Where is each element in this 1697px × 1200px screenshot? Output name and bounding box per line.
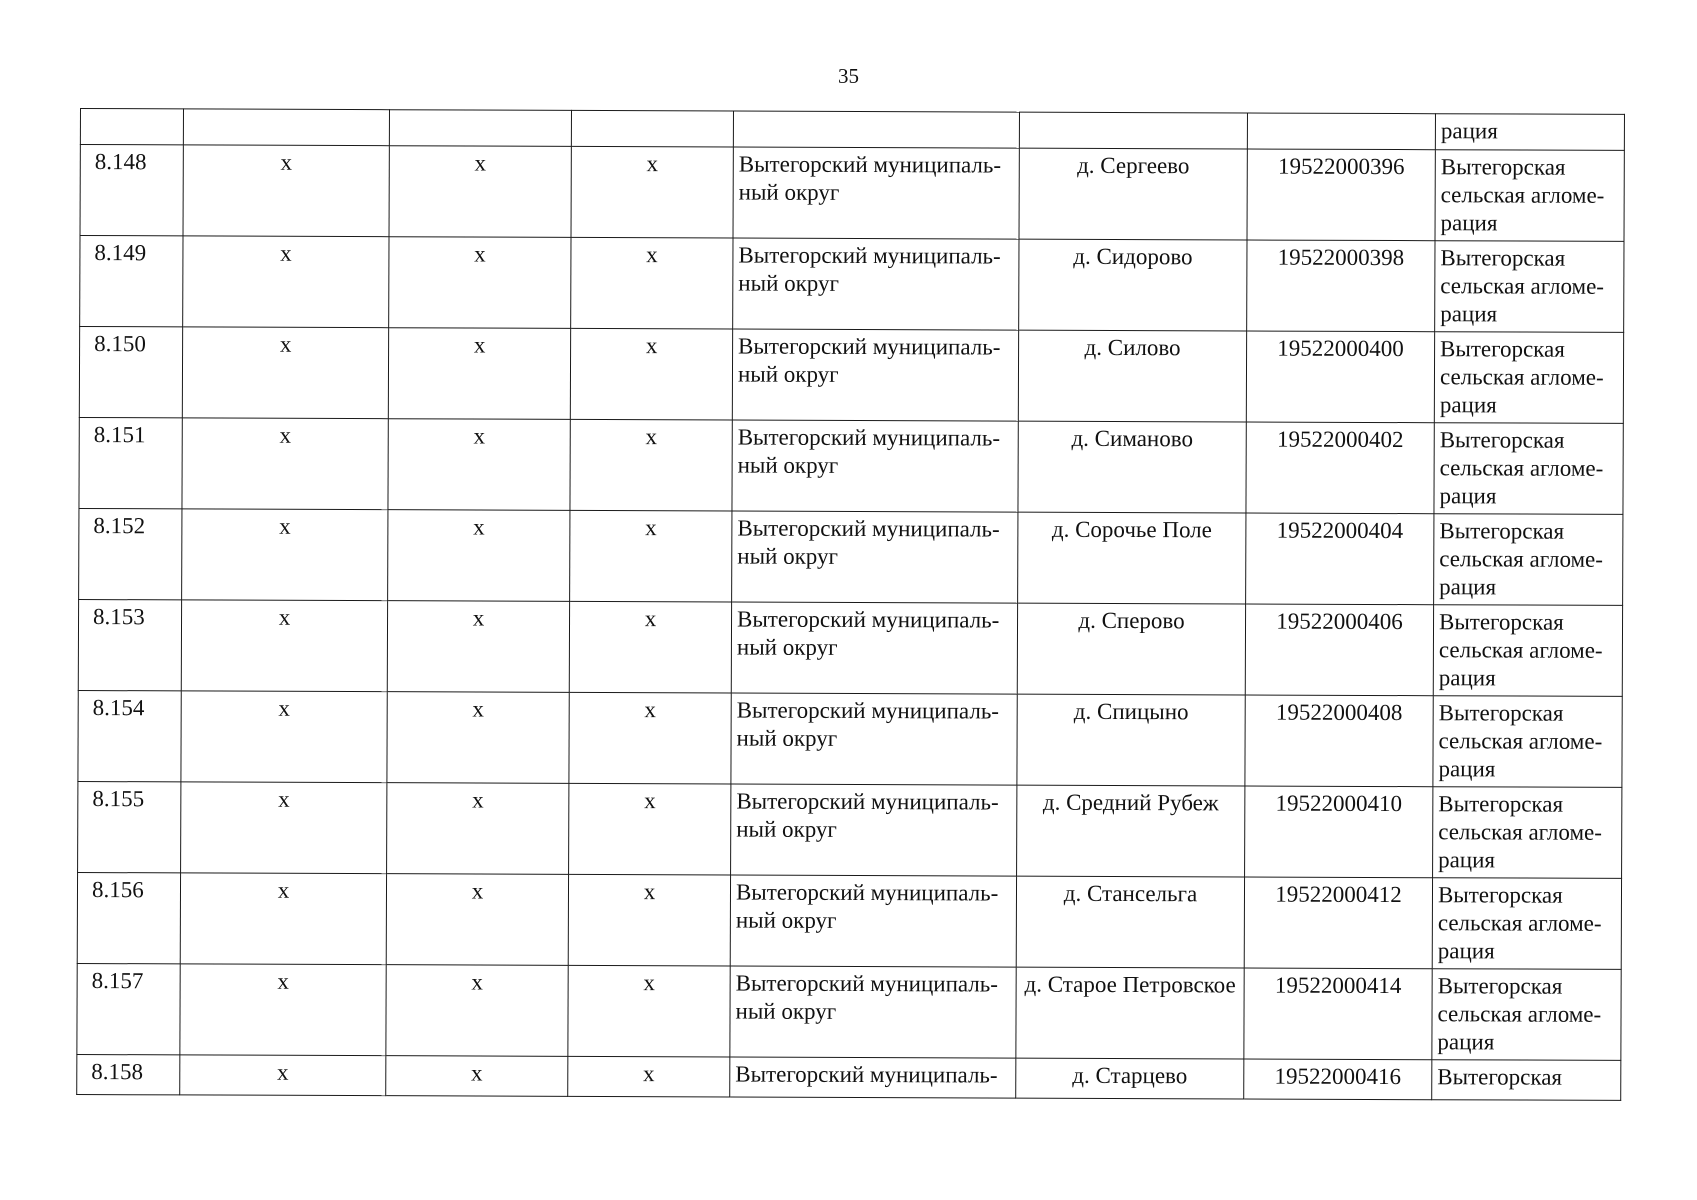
cell-num: 8.151 [79,417,182,508]
cell-settlement: д. Старцево [1016,1058,1244,1099]
cell-settlement: д. Спицыно [1017,694,1245,786]
table-row [79,417,1623,514]
cell-code: 19522000406 [1245,604,1433,696]
cell-agglomeration: Вытегорская сельская агломе-рация [1432,878,1621,970]
cell-district: Вытегорский муниципаль-ный округ [733,147,1019,239]
cell-num: 8.148 [80,145,183,236]
cell-district: Вытегорский муниципаль-ный округ [731,602,1017,694]
cell-col4: х [570,419,732,511]
cell-col2: х [181,600,387,692]
cell-district: Вытегорский муниципаль-ный округ [731,693,1017,785]
table-row [80,236,1624,333]
cell-col2: х [182,509,388,601]
cell-district: Вытегорский муниципаль-ный округ [732,420,1018,512]
cell-code: 19522000404 [1246,513,1434,605]
cell-district: Вытегорский муниципаль-ный округ [732,329,1018,421]
cell-settlement: д. Старое Петровское [1016,967,1244,1059]
cell-agglomeration: Вытегорская [1432,1060,1621,1101]
cell-col3: х [389,146,571,238]
table-row [77,963,1621,1060]
table-row [78,781,1622,878]
cell-col4: х [568,965,730,1057]
table-row [78,599,1622,696]
cell-col4: х [570,510,732,602]
cell-col3: х [388,510,570,602]
table-body [77,109,1625,1101]
cell-code: 19522000416 [1244,1059,1432,1100]
cell-col3: х [386,874,568,966]
cell-col4: х [569,783,731,875]
cell-settlement: д. Сперово [1017,603,1245,695]
cell-col3: х [387,692,569,784]
cell-agglomeration: Вытегорская сельская агломе-рация [1432,969,1621,1061]
cell-col4: х [571,146,733,238]
cell-settlement [1019,112,1247,149]
cell-code: 19522000412 [1244,877,1432,969]
cell-district: Вытегорский муниципаль- [730,1057,1016,1098]
cell-col2: х [183,145,389,237]
cell-col4: х [569,601,731,693]
table-row [79,327,1623,424]
cell-settlement: д. Симаново [1018,421,1246,513]
cell-col2: х [180,873,386,965]
cell-agglomeration: Вытегорская сельская агломе-рация [1434,332,1623,424]
cell-settlement: д. Сорочье Поле [1018,512,1246,604]
cell-agglomeration: Вытегорская сельская агломе-рация [1433,605,1622,697]
cell-agglomeration: рация [1435,114,1624,151]
cell-district: Вытегорский муниципаль-ный округ [730,875,1016,967]
cell-col3: х [386,965,568,1057]
cell-settlement: д. Сидорово [1019,239,1247,331]
cell-num: 8.158 [77,1054,180,1094]
cell-col3 [389,110,571,147]
cell-code: 19522000402 [1246,422,1434,514]
cell-settlement: д. Стансельга [1016,876,1244,968]
table-row [77,1054,1621,1100]
cell-col4: х [569,692,731,784]
cell-code: 19522000400 [1246,331,1434,423]
cell-col2 [183,109,389,146]
cell-col2: х [183,236,389,328]
cell-code: 19522000398 [1247,240,1435,332]
cell-num: 8.155 [78,781,181,872]
cell-col2: х [182,327,388,419]
cell-num: 8.154 [78,690,181,781]
cell-agglomeration: Вытегорская сельская агломе-рация [1435,241,1624,333]
cell-col3: х [388,328,570,420]
cell-col4 [571,110,733,147]
cell-col3: х [387,601,569,693]
cell-col2: х [180,1055,386,1096]
cell-col3: х [389,237,571,329]
cell-col3: х [386,1056,568,1097]
cell-district: Вытегорский муниципаль-ный округ [730,966,1016,1058]
settlements-table [76,108,1625,1101]
cell-agglomeration: Вытегорская сельская агломе-рация [1434,423,1623,515]
cell-col4: х [568,874,730,966]
cell-agglomeration: Вытегорская сельская агломе-рация [1434,514,1623,606]
table-row [78,690,1622,787]
cell-agglomeration: Вытегорская сельская агломе-рация [1435,150,1624,242]
cell-code: 19522000410 [1245,786,1433,878]
cell-code [1247,113,1435,150]
cell-district: Вытегорский муниципаль-ный округ [731,784,1017,876]
cell-num: 8.152 [79,508,182,599]
cell-num [80,109,183,145]
cell-col2: х [181,782,387,874]
cell-district [733,111,1019,148]
table-row [77,872,1621,969]
table-row [79,508,1623,605]
cell-settlement: д. Сергеево [1019,148,1247,240]
cell-code: 19522000396 [1247,149,1435,241]
cell-num: 8.157 [77,963,180,1054]
cell-num: 8.153 [78,599,181,690]
cell-agglomeration: Вытегорская сельская агломе-рация [1433,787,1622,879]
cell-num: 8.149 [80,236,183,327]
cell-col3: х [388,419,570,511]
page-number: 35 [838,64,859,88]
table-row [80,145,1624,242]
cell-col4: х [570,328,732,420]
cell-col4: х [568,1056,730,1097]
continuation-row [80,109,1624,151]
cell-agglomeration: Вытегорская сельская агломе-рация [1433,696,1622,788]
cell-district: Вытегорский муниципаль-ный округ [733,238,1019,330]
cell-col2: х [181,691,387,783]
cell-num: 8.150 [79,327,182,418]
cell-settlement: д. Силово [1018,330,1246,422]
cell-col2: х [180,964,386,1056]
cell-code: 19522000408 [1245,695,1433,787]
cell-settlement: д. Средний Рубеж [1017,785,1245,877]
cell-district: Вытегорский муниципаль-ный округ [732,511,1018,603]
cell-num: 8.156 [77,872,180,963]
cell-col2: х [182,418,388,510]
cell-col4: х [571,237,733,329]
cell-code: 19522000414 [1244,968,1432,1060]
cell-col3: х [387,783,569,875]
